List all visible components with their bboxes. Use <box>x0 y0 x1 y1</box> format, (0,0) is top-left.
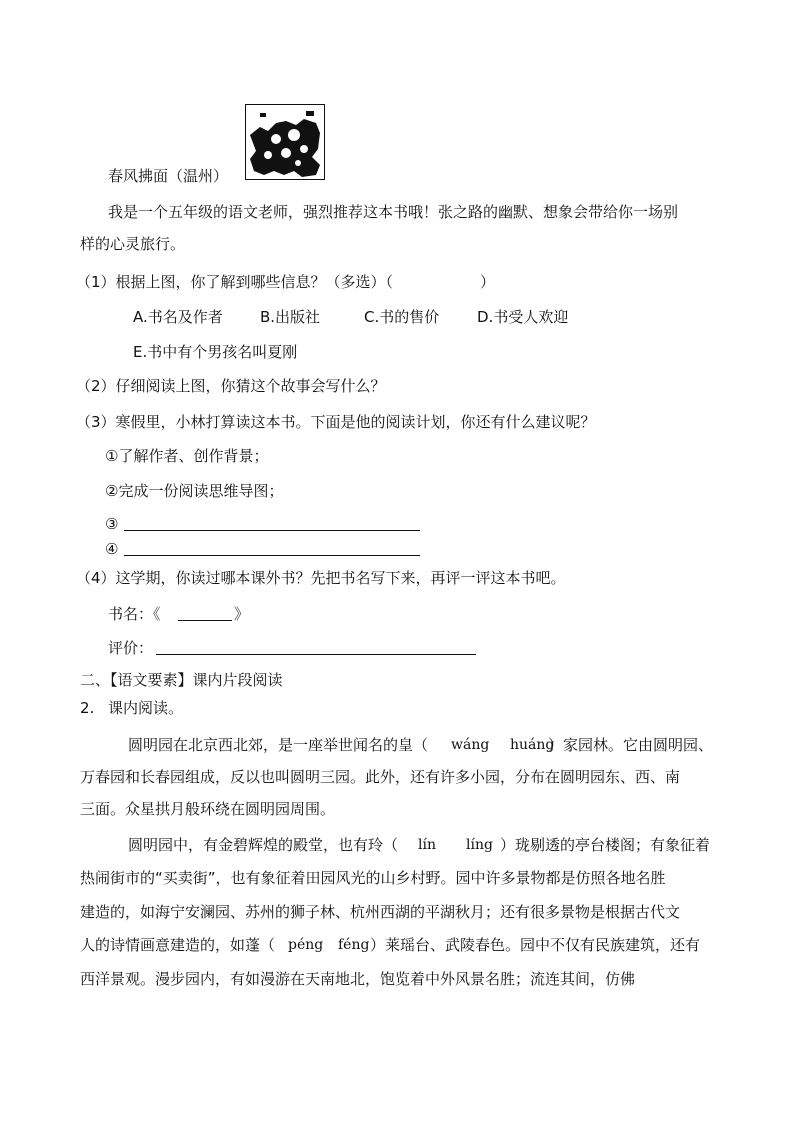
plan-item-4-blank[interactable] <box>124 555 420 556</box>
passage-p2-line-4-end: ）莱瑶台、武陵春色。园中不仅有民族建筑，还有 <box>370 936 701 954</box>
passage-p2-line-5: 西洋景观。漫步园内，有如漫游在天南地北，饱览着中外风景名胜；流连其间，仿佛 <box>80 970 636 988</box>
passage-p2-line-1-end: ）珑剔透的亭台楼阁；有象征着 <box>500 836 711 854</box>
passage-p2-line-1-start: 圆明园中，有金碧辉煌的殿堂，也有玲（ <box>128 836 399 854</box>
plan-item-3-blank[interactable] <box>124 530 420 531</box>
book-name-label: 书名：《 <box>108 605 161 623</box>
intro-line-1: 我是一个五年级的语文老师，强烈推荐这本书哦！张之路的幽默、想象会带给你一场别 <box>108 203 679 221</box>
option-c: C.书的售价 <box>364 308 440 326</box>
pinyin-wang: wáng <box>451 737 490 753</box>
option-e: E.书中有个男孩名叫夏刚 <box>133 343 298 361</box>
passage-p1-line-1-end: ）家园林。它由圆明园、 <box>548 736 714 754</box>
pinyin-ling: líng <box>466 837 493 853</box>
plan-item-4: ④ <box>105 540 119 558</box>
review-blank[interactable] <box>156 654 476 655</box>
plan-item-1: ①了解作者、创作背景； <box>105 447 269 465</box>
intro-line-2: 样的心灵旅行。 <box>80 235 186 253</box>
passage-p1-line-2: 万春园和长春园组成，反以也叫圆明三园。此外，还有许多小园，分布在圆明园东、西、南 <box>80 768 681 786</box>
option-b: B.出版社 <box>260 308 321 326</box>
pinyin-lin: lín <box>418 837 436 853</box>
passage-p2-line-4-start: 人的诗情画意建造的，如蓬（ <box>80 936 276 954</box>
plan-item-3: ③ <box>105 515 119 533</box>
option-a: A.书名及作者 <box>133 308 223 326</box>
question-3-prompt: （3）寒假里，小林打算读这本书。下面是他的阅读计划，你还有什么建议呢？ <box>76 413 596 431</box>
book-caption: 春风拂面（温州） <box>108 167 229 185</box>
passage-p2-line-3: 建造的，如海宁安澜园、苏州的狮子林、杭州西湖的平湖秋月；还有很多景物是根据古代文 <box>80 903 681 921</box>
question-1-close: ） <box>480 273 496 291</box>
plan-item-2: ②完成一份阅读思维导图； <box>105 482 284 500</box>
pinyin-peng: péng <box>288 937 324 953</box>
question-2-prompt: （2）仔细阅读上图，你猜这个故事会写什么？ <box>76 377 386 395</box>
option-d: D.书受人欢迎 <box>477 308 569 326</box>
passage-p1-line-1-start: 圆明园在北京西北郊，是一座举世闻名的皇（ <box>128 736 429 754</box>
book-name-close: 》 <box>234 605 250 623</box>
book-cover-image <box>245 104 325 180</box>
question-4-prompt: （4）这学期，你读过哪本课外书？先把书名写下来，再评一评这本书吧。 <box>76 569 566 587</box>
passage-p2-line-2: 热闹街市的“买卖街”，也有象征着田园风光的山乡村野。园中许多景物都是仿照各地名胜 <box>80 869 666 887</box>
passage-p1-line-3: 三面。众星拱月般环绕在圆明园周围。 <box>80 800 336 818</box>
review-label: 评价： <box>108 639 154 657</box>
pinyin-feng: féng <box>338 937 370 953</box>
pinyin-huang: huáng <box>510 737 555 753</box>
book-name-blank[interactable] <box>178 620 232 621</box>
question-1-prompt: （1）根据上图，你了解到哪些信息？（多选）（ <box>76 273 394 291</box>
question-number: 2. <box>80 699 95 717</box>
section-2-heading: 二、【语文要素】课内片段阅读 <box>80 671 283 689</box>
question-title: 课内阅读。 <box>108 699 184 717</box>
